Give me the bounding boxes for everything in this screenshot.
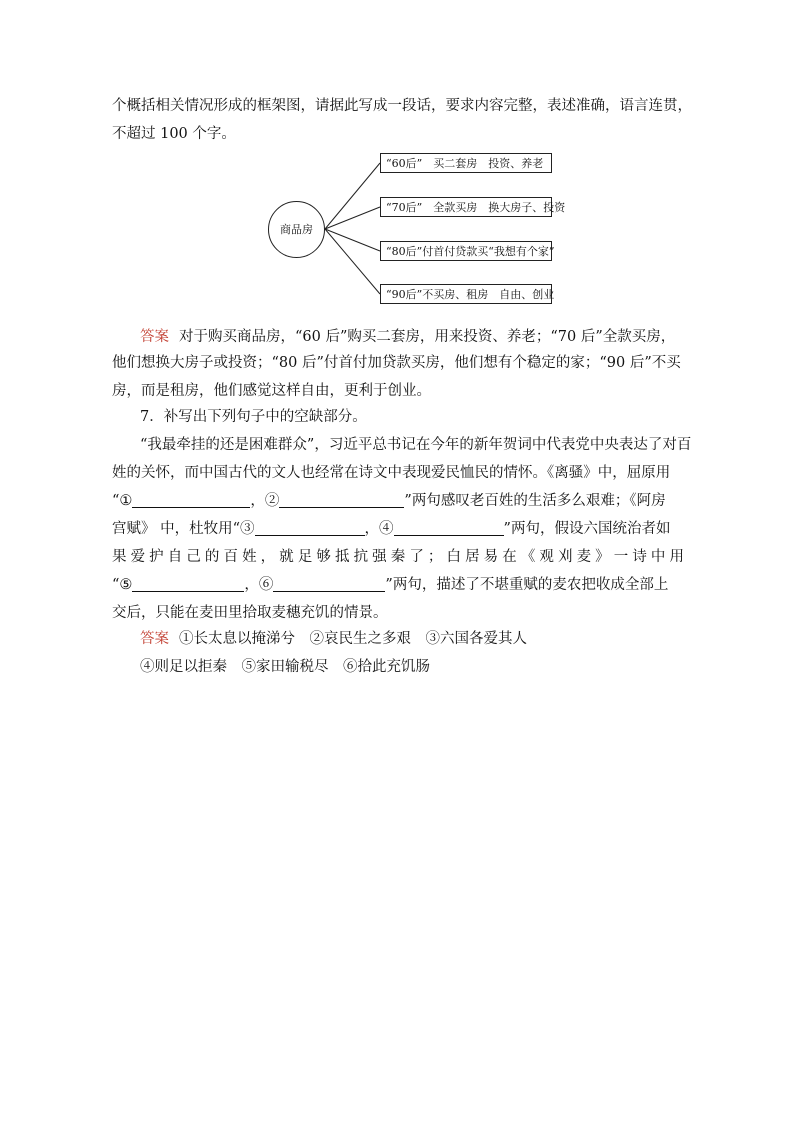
answer1-line-1 bbox=[140, 326, 684, 348]
answer1-text-1: 对于购买商品房，“60 后”购买二套房，用来投资、养老；“70 后”全款买房， bbox=[179, 329, 676, 345]
blank-3[interactable] bbox=[255, 519, 365, 536]
blank-5-prefix: “⑤ bbox=[112, 577, 133, 593]
blank-3-prefix: 宫赋》 中，杜牧用“③ bbox=[112, 521, 255, 537]
answer-label: 答案 bbox=[140, 631, 169, 647]
question7-line-2: 姓的关怀，而中国古代的文人也经常在诗文中表现爱民恤民的情怀。《离骚》中，屈原用 bbox=[112, 465, 671, 481]
answer2-text-1: ①长太息以掩涕兮 ②哀民生之多艰 ③六国各爱其人 bbox=[179, 631, 527, 647]
intro-line-1: 个概括相关情况形成的框架图，请据此写成一段话，要求内容完整，表述准确，语言连贯， bbox=[112, 98, 692, 114]
blank-4-prefix: ，④ bbox=[364, 521, 394, 537]
answer2-line-2: ④则足以拒秦 ⑤家田输税尽 ⑥拾此充饥肠 bbox=[140, 659, 430, 675]
question7-line-4-suffix: ”两句，假设六国统治者如 bbox=[503, 521, 671, 537]
question7-line-6-suffix: ”两句，描述了不堪重赋的麦农把收成全部上 bbox=[385, 577, 669, 593]
blank-6-prefix: ，⑥ bbox=[244, 577, 274, 593]
blank-1[interactable] bbox=[132, 491, 250, 508]
question7-line-3 bbox=[112, 490, 684, 512]
diagram-box-60s: “60后” 买二套房 投资、养老 bbox=[380, 153, 552, 173]
question7-line-1: “我最牵挂的还是困难群众”，习近平总书记在今年的新年贺词中代表党中央表达了对百 bbox=[140, 437, 692, 453]
intro-line-2: 不超过 100 个字。 bbox=[112, 126, 236, 142]
blank-2[interactable] bbox=[279, 491, 404, 508]
center-node: 商品房 bbox=[268, 201, 325, 258]
blank-6[interactable] bbox=[273, 575, 385, 592]
answer-label: 答案 bbox=[140, 329, 169, 345]
blank-4[interactable] bbox=[394, 519, 504, 536]
blank-2-prefix: ，② bbox=[250, 493, 280, 509]
diagram-box-90s: “90后”不买房、租房 自由、创业 bbox=[380, 284, 552, 304]
diagram-box-80s: “80后”付首付贷款买“我想有个家” bbox=[380, 241, 552, 261]
question7-line-3-suffix: ”两句感叹老百姓的生活多么艰难；《阿房 bbox=[404, 493, 666, 509]
question7-line-5: 果爱护自己的百姓，就足够抵抗强秦了；白居易在《观刈麦》一诗中用 bbox=[112, 549, 684, 565]
question7-line-4 bbox=[112, 518, 684, 540]
question7-line-7: 交后，只能在麦田里拾取麦穗充饥的情景。 bbox=[112, 605, 388, 621]
answer1-line-3: 房，而是租房，他们感觉这样自由，更利于创业。 bbox=[112, 383, 431, 399]
diagram-box-70s: “70后” 全款买房 换大房子、投资 bbox=[380, 197, 552, 217]
framework-diagram bbox=[268, 148, 566, 308]
question7-title: 7．补写出下列句子中的空缺部分。 bbox=[140, 409, 367, 425]
blank-1-prefix: “① bbox=[112, 493, 133, 509]
answer1-line-2: 他们想换大房子或投资；“80 后”付首付加贷款买房，他们想有个稳定的家；“90 后”不买 bbox=[112, 355, 681, 371]
blank-5[interactable] bbox=[132, 575, 244, 592]
question7-line-6 bbox=[112, 574, 684, 596]
answer2-line-1 bbox=[140, 628, 684, 650]
